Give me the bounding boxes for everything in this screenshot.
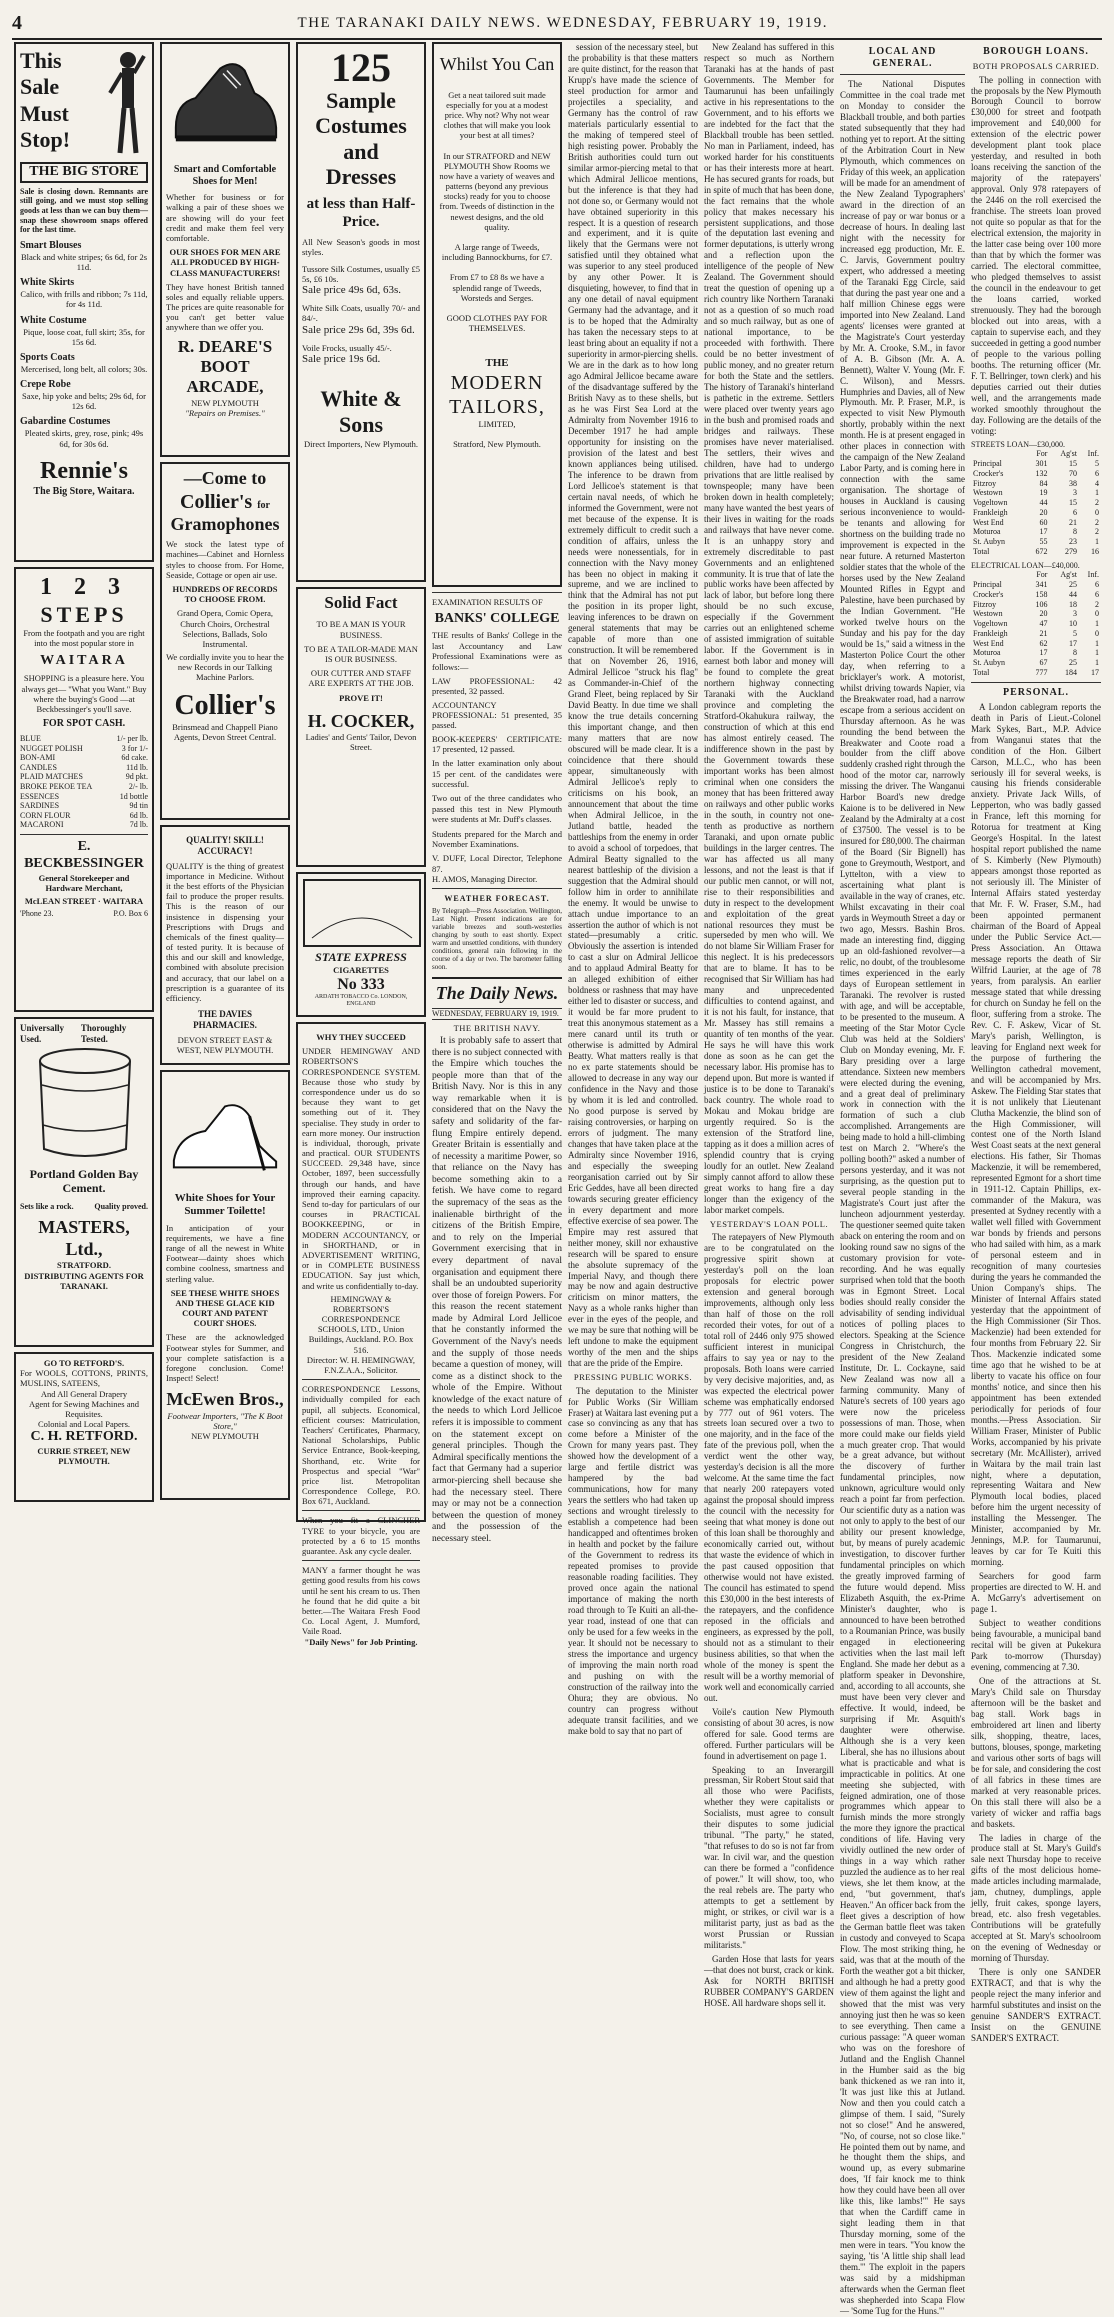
- price-row: BON-AMI 6d cake.: [20, 753, 148, 763]
- price-row: PLAID MATCHES 9d pkt.: [20, 772, 148, 782]
- mcewen-text: In anticipation of your requirements, we have a fine range of all the newest in White Footwear—dainty shoes which combine coolness, smartness and sterling value.: [166, 1222, 284, 1284]
- column-7: [840, 42, 965, 2317]
- table-header: For Ag'st Inf.: [1036, 570, 1099, 580]
- rennie-line3: Must: [20, 100, 69, 126]
- whilst-text: Get a neat tailored suit made especially for you at a modest price. Why not? Why not wear clothes that will make you look your best at all times?: [443, 89, 551, 141]
- retford-papers: Colonial and Local Papers.: [37, 1419, 131, 1430]
- tailors-ltd: LIMITED,: [478, 418, 516, 429]
- rennie-item: Smart Blouses Black and white stripes; 6s 6d, for 2s 11d.: [20, 239, 148, 272]
- collier-footer: Brinsmead and Chappell Piano Agents, Devon Street Central.: [172, 722, 278, 743]
- davies-text: QUALITY is the thing of greatest importance in Medicine. Without it the best efforts of the Physician fail to produce the proper results. This is the reason of our insistence in dispensing your Prescriptions with Drugs and chemicals of the finest quality—of tested purity. It is because of this and our skill and knowledge, combined with absolute precision and accuracy, that our label on a prescription is a guarantee of its efficiency.: [166, 860, 284, 1004]
- editorial: [432, 977, 562, 1546]
- davies-head: QUALITY! SKILL! ACCURACY!: [186, 835, 264, 856]
- collier-for: for: [257, 499, 270, 511]
- mcewen-head: White Shoes for Your Summer Toilette!: [174, 1192, 276, 1218]
- cocker-name: H. COCKER,: [307, 710, 415, 731]
- retford-drapery: And All General Drapery: [40, 1388, 128, 1399]
- borough-loans-sub: BOTH PROPOSALS CARRIED.: [972, 61, 1100, 72]
- public-works-continued: New Zealand has suffered in this respect so much as Northern Taranaki has at the hands of past Governments. The Member for Taumarunui has been unfailingly active in his representations to the Government, and to his efforts we are indebted for the fact that the Blackball trouble has been settled. No man in Parliament, indeed, has worked harder for his constituents or has their interests more at heart. He has secured grants for roads, but in spite of much that has been done, the fact remains that the whole policy that makes necessary his persistent supplications, and those of the deputation last evening and former deputations, is utterly wrong and a reflection upon the intelligence of the people of New Zealand. The Government should treat the question of opening up a rich country like Northern Taranaki not as a question of so much road and so much railway, but as one of national importance, to be proceeded with forthwith. There could be no better investment of public money, and no greater return for both the State and the settlers. The history of Taranaki's hinterland is pathetic in the extreme. Settlers were placed over twenty years ago in the bush and promised roads and bridges and railways. These promises have never materialised. The settlers, their wives and children, have had to undergo privations that are little realised by townspeople; many have been broken down in health completely; many have wanted the best years of their lives in waiting for the roads and railways that have never come. It is an unhappy story and extremely discreditable to past Governments and an enlightened community. It is true that of late the public works have been affected by lack of labor, but before long there should be no such excuse, especially if the Government carries out an enlightened scheme of assisted immigration of suitable labor. If the Government is in earnest both labor and money will be found to complete the great northern highway connecting Taranaki with the Auckland province and completing the Stratford-Okahukura railway, the construction of which at this end has almost entirely ceased. The indifference shown in the past by the Government towards these important works has been almost criminal when one considers the money that has been frittered away on railways and other public works in the south, in country not one-tenth as productive as northern Taranaki, and upon ornate public buildings in the larger centres. The war has affected us all many lessons, and not the least is that if our public men cannot, or will not, rise to their responsibilities and duty in respect to the development and exploitation of the great national resources they must be superseded by men who will. We do not blame Sir William Fraser for this neglect. It is his predecessors that are to blame. It has to be recognised that Sir William has had many and unprecedented difficulties to contend against, and it is not his fault, for instance, that Mr. Massey has still remains a quantity of ten months of the year. He says he will have this work done as soon as he can get the necessary labor. His promise has to depend upon. But more is wanted if justice is to be done to Taranaki's back country. The whole road to Mokau and Mokau bridge are urgently required. So is the extension of the Stratford line, tapping as it does a million acres of splendid country that is crying loudly for an outlet. New Zealand simply cannot afford to allow these great works to hang fire a day longer than the exigency of the labor market compels.: [704, 42, 834, 1215]
- job-printing: "Daily News" for Job Printing.: [304, 1636, 418, 1647]
- beckbessinger-address: McLEAN STREET · WAITARA: [24, 896, 144, 907]
- table-row: Moturoa 17 8 1: [973, 648, 1099, 658]
- whilst-text5: GOOD CLOTHES PAY FOR THEMSELVES.: [446, 312, 548, 334]
- why-text: UNDER HEMINGWAY AND ROBERTSON'S CORRESPONDENCE SYSTEM. Because those who study by correspondence under us do so because they want to get something out of it. They specialise. They study in order to earn more money. Our instruction is individual, thorough, private and practical. OUR STUDENTS SUCCEED. 29,348 have, since October, 1897, been successfully through our hands, and have improved their earning capacity. Send to-day for particulars of our courses in PRACTICAL BOOKKEEPING, or in MODERN ACCOUNTANCY, or in SHORTHAND, or in ADVERTISEMENT WRITING, or in COMPLETE BUSINESS EDUCATION. Say just which, and write us confidentially to-day.: [302, 1046, 420, 1291]
- collier-come: —Come to: [183, 468, 267, 488]
- whilst-head: Whilst You Can: [439, 54, 555, 74]
- table-row: St. Aubyn 55 23 1: [973, 537, 1099, 547]
- cigarette-tin-icon: [302, 878, 422, 948]
- tailors-towns: Stratford, New Plymouth.: [453, 438, 541, 449]
- masters-proved: Quality proved.: [94, 1201, 148, 1211]
- local-general-text: The National Disputes Committee in the coal trade met on Monday to consider the Blackball trouble, and both parties stated subsequently that they had nothing yet to report. At the sitting of the Arbitration Court in New Plymouth, which commences on Friday of this week, an application will be made for an amendment of the New Zealand Typographers' award in the direction of an increase of pay or war bonus or a decrease of hours. In dealing last night with the necessity for increased egg production, Mr. E. C. Jarvis, Government poultry expert, who addressed a meeting of the Taranaki Egg Circle, said that during the past year one and a half million Chinese eggs were imported into New Zealand. Land agents' licenses were granted at the Magistrate's Court yesterday by Mr. A. Crooke, S.M., in favor of A. B. Gibson (Mr. A. A. Bennett), Walter V. Young (Mr. F. C. Wilson), and Messrs. Humphries and Davies, all of New Plymouth. Mr. P. Fraser, M.P., is expected to visit New Plymouth shortly, probably within the next month. He is at present engaged in other places in connection with the campaign of the New Zealand Labor Party, and is coming here in connection with the same organisation. The shortage of houses in Auckland is causing serious inconvenience to would-be tenants and allowing for shortness on the building trade no improvement is expected in the near future. A returned Masterton soldier states that the whole of the horses used by the New Zealand Mounted Rifles in Egypt and Palestine, have been purchased by the Indian Government. "He worked twelve hours on the Sunday and his pay for the day would be 1s," said a witness in the Masterton Police Court the other day, when referring to a bricklayer's work. A motorist, whilst driving towards Napier, via the Breakwater road, had a narrow escape from a serious accident on Thursday afternoon. As he was rounding the bend between the Breakwater and Coote road a boulder from the cliff above suddenly crashed right through the hood of the motor car, narrowly missing the driver. The Wanganui Harbor Board's new dredge Kaione is to be delivered in New Zealand by the Admiralty at a cost of £37500. The vessel is to be insured for £80,000. The chairman of the Board (Sir Bignell) has gone to Greymouth, Westport, and Lyttelton, with a view to ascertaining what plant is available in the way of cranes, etc. Whilst excavating in their coal yards in Weymouth Street a day or two ago, Messrs. Bashin Bros. made an interesting find, digging up an old-fashioned revolver—a relic, no doubt, of the troublesome times experienced in the early days of European settlement in Taranaki. The revolver is rusted with age, and will be acceptable, to be presented to the museum. A meeting of the Star Motor Cycle Club was held at the Soldiers' Club on Monday evening, Mr. F. Bary presiding over a large attendance. Sixteen new members were elected during the evening, and a great deal of preliminary work in connection with the formation of such a club accomplished. Arrangements are being made to hold a hill-climbing test on March 2. "Where's the polling booth?" asked a number of persons yesterday, and it was not surprising, as the question put to several people standing in the Magistrate's Court just after the luncheon adjournment yesterday. The questioner seemed quite taken aback on entering the room and on looking round saw no signs of the customary provision for vote-recording. And he was equally surprised when told that the booth was in Egmont Street. Local bodies should really consider the advisability of sending individual notices of polling places to electors. Speaking at the Science Congress in Christchurch, the president of the New Zealand Institute, Dr. L. Cockayne, said New Zealand was now all a farming community. Many of Nature's secrets of 100 years ago were now the priceless possessions of man. Those, when more could make our fields yield a much greater crop. That would be a great advance, but without the discovery of further fundamental principles, now unknown, agriculture would only reach a point far from perfection. Our scientific duty as a nation was not only to apply to the best of our ability our present knowledge, but, by means of purely academic investigation, to discover further fundamental principles on which the greatly improved farming of the future would depend. Miss Elizabeth Asquith, the ex-Prime Minister's daughter, who is announced to have been betrothed to a Roumanian Prince, was busily engaged in electioneering activities when the last mail left England. She made her debut as a platform speaker in Devonshire, and, according to all accounts, she must have been very clever and effective. It would, indeed, be surprising if Mr. Asquith's daughter were otherwise. Although she is a very keen Liberal, she has no illusions about what is practicable and what is impracticable in politics. At one meeting she subjected, with feigned admiration, one of those programmes which appear to furnish minds the more strongly the more they ignore the practical conditions of life. Having very vividly outlined the new order of things in a way which rather puzzled the audience as to her real views, she let them know, at the end, "but government, that's Heaven." An officer back from the fleet gives a description of how the German battle fleet was taken in custody and conveyed to Scapa Flow. The most striking thing, he said, was that at the mouth of the Forth the weather got a bit thicker, and although he had a pretty good view of them against the light and showed that the mist was very annoying just then he was so keen to see everything. Then came a curious passage: "A queer woman who was on the foreshore of Jutland and the English Channel in the Humber said as the big bank thickened as we ran into it, 'It was just like this at Jutland. Now and then you could catch a glimpse of them. I said, "Surely not so close!" And he answered, "No, of course, not so close like." He pointed them out by name, and he thought them the ships, and wound up, as every submarine does, 'If fair knock me to think how they could have been all over like this, like lambs!'" He says that when the Cardiff came in sight leading them in that Thursday morning, some of the men were in tears. "You know the saying, 'tis 'A little ship shall lead them.'" The exploit in the papers was said by a midshipman afterwards when the German fleet was shepherded into Scapa Flow— 'Some Tug for the Huns.'": [840, 79, 965, 2317]
- white-less: at less than Half-Price.: [306, 196, 416, 231]
- why-text2: CORRESPONDENCE Lessons, individually compiled for each pupil, all subjects. Economical, efficient courses: Matriculation, Teachers' Certificates, Pharmacy, National Scholarships, Public Service Entrance, Book-keeping, Shorthand, etc. Write for Prospectus and special "War" price list. Metropolitan Correspondence College, P.O. Box 671, Auckland.: [302, 1384, 420, 1507]
- cocker-line2: TO BE A TAILOR-MADE MAN IS OUR BUSINESS.: [304, 643, 418, 664]
- borough-loans-text: The polling in connection with the proposals by the New Plymouth Borough Council to borrow £30,000 for street and footpath improvement and £40,000 for extension of the electric power development plant took place yesterday, and resulted in both loans receiving the sanction of the majority of the ratepayers' approval. Only 978 ratepayers of the 2446 on the roll exercised the franchise. The streets loan proved not quite so popular as that for the electrical extension, the majority in the latter case being over 100 more than that by which the former was carried. The electoral committee, who pledged themselves to assist the council in the endeavour to get the loans carried, worked strenuously. They had the borough blocked out into areas, with a captain to supervise each, and they succeeded in getting a good number of people to the various polling booths. The returning officer (Mr. F. T. Bellringer, town clerk) and his deputies carried out their duties well, and the arrangements made worked smoothly throughout the day. Following are the details of the voting:: [971, 74, 1101, 436]
- state-express-ad: [296, 872, 426, 1017]
- farmer-text: MANY a farmer thought he was getting good results from his cows until he sent his cream to us. Then he found that he did quite a bit better.—The Waitara Fresh Food Co. Local Agent, J. Mumford, Vaile Road.: [302, 1565, 420, 1637]
- davies-name: THE DAVIES PHARMACIES.: [193, 1009, 257, 1031]
- rennie-footer: The Big Store, Waitara.: [33, 485, 135, 497]
- white-silk: White Silk Coats, usually 70/- and 84/-.: [302, 303, 420, 324]
- personal-text: A London cablegram reports the death in Paris of Lieut.-Colonel Mark Sykes, Bart., M.P. Advice from Wanganui states that the condition of the Hon. Gilbert Carson, M.L.C., who has been seriously ill for several weeks, is causing his friends considerable anxiety. Private Jack Wills, of Lepperton, who was badly gassed in France, left this morning for Rotorua for treatment at King George's Hospital. In the latest hospital report published the name of S. Kimberly (New Plymouth) appears amongst those reported as not seriously ill. The Minister of Internal Affairs stated yesterday that Mr. F. W. Fraser, S.M., had been appointed permanent chairman of the Board of Appeal under the Public Service Act.—Press Association. An Ottawa message reports the death of Sir Wilfrid Laurier, at the age of 78 years, from paralysis. An earlier message stated that while dressing for church on Sunday he fell on the floor, suffering from a stroke. The Rev. C. F. Askew, Vicar of St. Mary's parish, Wellington, is leaving for England next week for the purpose of furthering the Wellington cathedral movement, and will be accompanied by Mrs. Askew. The Fielding Star states that it is not unlikely that Lieutenant Clutha Mackenzie, the blind son of the High Commissioner, will contest one of the North Island West Coast seats at the next general elections. His father, Sir Thomas Mackenzie, it will be remembered, represented Egmont for a short time in 1911-12. Captain Phillips, ex-commander of the Makura, was presented at Sydney recently with a wallet well filled with Government war bonds by friends and persons who had sailed with him, as a mark of personal esteem and in recognition of many courtesies during the years he commanded the Union Company's ships. The Minister of Internal Affairs stated yesterday that the appointment of the High Commissioner (Sir Thos. Mackenzie) had been extended for four months from February 22. Sir Thos. Mackenzie indicated some time ago that he wished to be at liberty to vacate his office on four months' notice, and since then his appointment has been extended periodically for periods of four months.—Press Association. Sir William Fraser, Minister of Public Works, accompanied by his private secretary (Mr. McAllister), arrived in Waitara by the mail train last night, where a deputation, representing Waitara and New Plymouth local bodies, placed before him the urgent necessity of installing the Messenger. The Minister, accompanied by Mr. Jennings, M.P. for Taumarunui, leaves by car for Te Kuiti this morning.: [971, 701, 1101, 1568]
- loan-poll-text: The ratepayers of New Plymouth are to be congratulated on the progressive spirit shown at yesterday's poll on the loan proposals for electric power extension and general borough improvements, although only less than half of those on the roll recorded their votes, for out of a total roll of 2446 only 975 showed sufficient interest in municipal affairs to say yea or nay to the proposals. Both loans were carried by very decisive majorities, and, as was expected the electrical power scheme was emphatically endorsed by 777 out of 961 voters. The streets loan secured over a two to one majority, and in the face of the fate of the previous poll, when the verdict went the other way, yesterday's decision is all the more welcome. At the same time the fact that nearly 200 ratepayers voted against the proposal should impress the council with the necessity for seeing that what money is done out of this loan shall be thoroughly and economically carried out, without that waste the evidence of which in the past caused opposition that otherwise would not have existed. The council has estimated to spend this £30,000 in the best interests of the ratepayers, and the confidence reposed in the officials and engineers, as expressed by the poll, should not as a stimulant to their business abilities, so that when the whole of the money is spent the result will be a worthy memorial of work well and economically carried out.: [704, 1232, 834, 1703]
- public-works-head: PRESSING PUBLIC WORKS.: [573, 1372, 693, 1383]
- table-row: Fitzroy 106 18 2: [973, 599, 1099, 609]
- steps-text: From the footpath and you are right into the most popular store in: [23, 628, 145, 649]
- masters-ad: [14, 1017, 154, 1347]
- public-works-text: The deputation to the Minister for Public Works (Sir William Fraser) at Waitara last evening put a case so convincing as any that has come before a Minister of the Crown for many years past. They showed how the development of a large and fertile district was hampered by the bad communications, how for many years the settlers who had taken up sections and wrought tirelessly to establish a competence had been handicapped and oftentimes broken in health and pocket by the failure of the Government to redress its repeated promises to provide reasonable roading facilities. They proved once again the national importance of making the north road through to Te Kuiti an all-the-year road, instead of one that can only be used for a few weeks in the year. It should not be necessary to stress the importance and urgency of improving the main north road and pushing on with the construction of the railway into the Ohura; they are obvious. No country can progress without adequate transit facilities, and we make bold to say that no part of: [568, 1385, 698, 1736]
- column-4: [432, 42, 562, 1544]
- collier-list: Grand Opera, Comic Opera, Church Choirs, Orchestral Selections, Ballads, Solo Instrumental.: [176, 608, 274, 649]
- collier-ad: [160, 462, 290, 820]
- borough-loans-head: BOROUGH LOANS.: [983, 46, 1089, 57]
- retford-sewing: Agent for Sewing Machines and Requisites.: [28, 1398, 139, 1419]
- retford-ad: [14, 1352, 154, 1502]
- deare-ad: [160, 42, 290, 457]
- whilst-text2: In our STRATFORD and NEW PLYMOUTH Show Rooms we now have a variety of weaves and patterns (beyond any previous stocks) ready for you to choose from. Tweeds of distinction in the newest designs, and the old quality.: [439, 150, 555, 232]
- exam-text: THE results of Banks' College in the last Accountancy and Law Professional Examinations were as follows:—: [432, 630, 562, 672]
- masters-cement: Portland Golden Bay Cement.: [29, 1166, 139, 1196]
- deare-ours: OUR SHOES FOR MEN ARE ALL PRODUCED BY HIGH-CLASS MANUFACTURERS!: [169, 247, 281, 278]
- table-row: Vogeltown 47 10 1: [973, 619, 1099, 629]
- white-sale1: Sale price 49s 6d, 63s.: [302, 283, 401, 296]
- deare-text: Whether for business or for walking a pair of these shoes we are showing will do your feet credit and make them feel very comfortable.: [166, 192, 284, 243]
- column6-paragraph: Voile's caution New Plymouth consisting of about 30 acres, is now offered for sale. Good terms are offered. Further particulars will be found in advertisement on page 1.: [704, 1706, 834, 1761]
- rennie-item: White Costume Pique, loose coat, full skirt; 35s, for 15s 6d.: [20, 314, 145, 347]
- exam-result3: BOOK-KEEPERS' CERTIFICATE: 17 presented, 12 passed.: [432, 733, 562, 755]
- mcewen-sub: Footwear Importers, "The K Boot Store,": [167, 1410, 283, 1432]
- masthead: [12, 8, 1102, 40]
- rennie-item: Gabardine Costumes Pleated skirts, grey, rose, pink; 49s 6d, for 30s 6d.: [20, 416, 144, 449]
- shoe-icon: [166, 48, 284, 158]
- costume-count: 125: [331, 45, 391, 90]
- table-row: St. Aubyn 67 25 1: [973, 658, 1099, 668]
- collier-records: HUNDREDS OF RECORDS TO CHOOSE FROM.: [172, 583, 278, 605]
- modern-tailors-ad: [432, 42, 562, 587]
- davies-ad: [160, 825, 290, 1065]
- local-general-head: LOCAL AND GENERAL.: [868, 46, 937, 70]
- white-voile: Voile Frocks, usually 45/-.: [302, 342, 392, 353]
- why-director: Director: W. H. HEMINGWAY, F.N.Z.A.A., Solicitor.: [306, 1354, 416, 1375]
- cocker-line3: OUR CUTTER AND STAFF ARE EXPERTS AT THE JOB.: [308, 668, 414, 689]
- why-head: WHY THEY SUCCEED: [316, 1032, 406, 1042]
- white-text: All New Season's goods in most styles.: [302, 237, 420, 258]
- electrical-loan-head: ELECTRICAL LOAN—£40,000.: [971, 560, 1080, 570]
- white-sons-ad: [296, 42, 426, 582]
- whilst-text3: A large range of Tweeds, including Bannockburns, for £7.: [441, 242, 553, 263]
- exam-text3: Two out of the three candidates who passed this test in New Plymouth were students at Mr. Duff's classes.: [432, 793, 562, 825]
- column-6: [704, 42, 834, 2008]
- editorial-text: It is probably safe to assert that there is no subject connected with the Empire which touches the people more than that of the British Navy. Nor is this in any way remarkable when it is considered that on the Navy the safety and solidarity of the far-flung Empire entirely depend. Greater Britain is essentially and of necessity a maritime Power, so that reliance on the Navy has become something akin to a fetish. We have come to regard the supremacy of the seas as the inalienable birthright of the citizens of the British Empire, and to rely on the Imperial Government exercising that in every department of naval organisation and equipment there shall be an undoubted superiority over those of foreign Powers. For this reason the recent statement made by Admiral Lord Jellicoe that he constantly informed the Government of the Navy's needs and the supply of those needs became a question of money, will come as a distinct shock to the whole of the Empire. Without knowledge of the exact nature of the needs to which Lord Jellicoe refers it is impossible to comment on the statement except on general principles. Though the Admiral specifically mentions the fact that Germany had a superior armor-piercing shell because she had the necessary steel. There may or may not be a connection between the question of money and the possession of the necessary steel.: [432, 1035, 562, 1544]
- price-row: CANDLES 11d lb.: [20, 762, 148, 772]
- masters-agents: DISTRIBUTING AGENTS FOR TARANAKI.: [24, 1270, 144, 1291]
- beckbessinger-contacts: 'Phone 23. P.O. Box 6: [20, 909, 148, 919]
- column6-paragraph: Garden Hose that lasts for years—that does not burst, crack or kink. Ask for NORTH BRITISH RUBBER COMPANY'S GARDEN HOSE. All hardware shops sell it.: [704, 1953, 834, 2008]
- exam-text2: In the latter examination only about 15 per cent. of the candidates were successful.: [432, 758, 562, 790]
- tailors-modern: MODERN: [450, 371, 544, 394]
- column6-paragraph: Speaking to an Inverargill pressman, Sir Robert Stout said that all those who were Pacifists, whether they were capitalists or Socialists, must agree to consult their disputes to some judicial tribunal. "The party," he stated, "that refuses to do so is not far from war. In civil war, and the question can there be formed a "confidence of power." It will show, too, who the real rebels are. The party who attempts to get a settlement by might, or strikes, or civil war is a militarist party, just as bad as the worst Prussian or Russian militarists.": [704, 1764, 834, 1951]
- rennie-item: Crepe Robe Saxe, hip yoke and belts; 29s 6d, for 12s 6d.: [20, 379, 146, 412]
- cocker-head: Solid Fact: [324, 593, 398, 612]
- price-row: BROKE PEKOE TEA 2/- lb.: [20, 782, 148, 792]
- exam-amos: H. AMOS, Managing Director.: [432, 873, 538, 884]
- column-8: [971, 42, 1101, 2043]
- tailors-name: TAILORS,: [449, 395, 545, 418]
- white-line1: Sample: [326, 88, 396, 113]
- price-row: NUGGET POLISH 3 for 1/-: [20, 743, 148, 753]
- white-brand: White & Sons: [320, 386, 402, 438]
- table-row: Westown 20 3 0: [973, 609, 1099, 619]
- beckbessinger-sub: General Storekeeper and Hardware Merchant,: [38, 872, 130, 893]
- cocker-prove: PROVE IT!: [339, 692, 383, 703]
- table-row: West End 62 17 1: [973, 638, 1099, 648]
- cocker-sub: Ladies' and Gents' Tailor, Devon Street.: [305, 732, 417, 753]
- loan-poll-head: YESTERDAY'S LOAN POLL.: [709, 1218, 829, 1229]
- masters-tested: Thoroughly Tested.: [80, 1023, 127, 1044]
- weather-text: By Telegraph—Press Association. Wellington, Last Night. Present indications are for variable breezes and south-westerlies changing by south to east shortly. Expect warm and unsettled conditions, with thundery conditions, general rain following in the course of a day or two. The barometer falling soon.: [432, 906, 562, 971]
- masters-sets: Sets like a rock.: [20, 1201, 74, 1211]
- rennie-ad: [14, 42, 154, 562]
- table-row: Frankleigh 20 6 0: [973, 507, 1099, 517]
- collier-text: We stock the latest type of machines—Cabinet and Hornless styles to choose from. For Home, Seaside, Cottage or open air use.: [166, 539, 284, 580]
- rennie-line4: Stop!: [20, 127, 71, 153]
- column-3: [296, 42, 426, 1647]
- retford-head: GO TO RETFORD'S.: [43, 1358, 125, 1368]
- rennie-brand: Rennie's: [39, 457, 128, 484]
- exam-result1: LAW PROFESSIONAL: 42 presented, 32 passed.: [432, 675, 562, 697]
- express-name: STATE EXPRESS: [315, 950, 407, 965]
- streets-loan-table: [971, 449, 1101, 556]
- weather-head: WEATHER FORECAST.: [444, 894, 550, 904]
- white-shoe-icon: [166, 1076, 284, 1186]
- deare-text2: They have honest British tanned soles and equally reliable uppers. The prices are quite reasonable for you can't get better value anywhere than we offer you.: [166, 281, 284, 333]
- banks-college-ad: [432, 592, 562, 889]
- cement-barrel-icon: [20, 1045, 150, 1165]
- column-5: [568, 42, 698, 1736]
- cocker-line1: TO BE A MAN IS YOUR BUSINESS.: [316, 619, 406, 640]
- deare-name: R. DEARE'S BOOT ARCADE,: [177, 336, 273, 397]
- white-line4: Dresses: [325, 163, 397, 189]
- column8-paragraph: Searchers for good farm properties are directed to W. H. and A. McGarry's advertisement on page 1.: [971, 1571, 1101, 1615]
- white-sale2: Sale price 29s 6d, 39s 6d.: [302, 323, 415, 336]
- column8-paragraph: Subject to weather conditions being favourable, a municipal band recital will be given at Pukekura Park to-morrow (Thursday) evening, commencing at 7.30.: [971, 1618, 1101, 1672]
- steps-shop: SHOPPING is a pleasure here. You always get— "What you Want." Buy where the buying's Good —at Beckbessinger's you'll save.: [21, 673, 147, 714]
- beckbessinger-ad: [14, 567, 154, 1012]
- column8-paragraph: One of the attractions at St. Mary's Child sale on Thursday afternoon will be the basket and bag stall. Work bags in embroidered art linen and liberty silk, shopping, theatre, laces, buttons, blouses, sponge, marketing and various other sorts of bags will be for sale, and considering the cost of all fabrics in these times are marked at very reasonable prices. On this stall there will also be a variety of wicker and raffia bags and baskets.: [971, 1675, 1101, 1829]
- hemingway-ad: [296, 1022, 426, 1647]
- why-address: HEMINGWAY & ROBERTSON'S CORRESPONDENCE SCHOOLS, LTD., Union Buildings, Auckland. P.O. Box 516.: [308, 1293, 414, 1355]
- table-row: Westown 19 3 1: [973, 488, 1099, 498]
- table-row: West End 60 21 2: [973, 517, 1099, 527]
- table-row: Total 777 184 17: [973, 667, 1099, 677]
- mcewen-see: SEE THESE WHITE SHOES AND THESE GLACE KID COURT AND PATENT COURT SHOES.: [170, 1287, 280, 1329]
- table-row: Crocker's 158 44 6: [973, 589, 1099, 599]
- white-tussore: Tussore Silk Costumes, usually £5 5s, £6 10s.: [302, 263, 420, 284]
- mcewen-text2: These are the acknowledged Footwear styles for Summer, and your complete satisfaction is a foregone conclusion. Come! Inspect! Select!: [166, 1332, 284, 1384]
- white-line2: Costumes: [315, 113, 407, 139]
- table-row: Moturoa 17 8 2: [973, 527, 1099, 537]
- white-line3: and: [343, 138, 379, 164]
- streets-loan-head: STREETS LOAN—£30,000.: [971, 439, 1065, 449]
- table-row: Crocker's 132 70 6: [973, 468, 1099, 478]
- masthead-title: THE TARANAKI DAILY NEWS. WEDNESDAY, FEBRUARY 19, 1919.: [297, 14, 828, 31]
- whilst-text4: From £7 to £8 8s we have a splendid range of Tweeds, Worsteds and Serges.: [449, 272, 545, 303]
- page-number: 4: [12, 11, 24, 34]
- rennie-line1: This: [20, 48, 62, 73]
- price-row: BLUE 1/- per lb.: [20, 734, 148, 744]
- deare-town: NEW PLYMOUTH: [191, 397, 259, 408]
- exam-text4: Students prepared for the March and November Examinations.: [432, 828, 562, 849]
- white-footer: Direct Importers, New Plymouth.: [303, 438, 419, 449]
- exam-head: EXAMINATION RESULTS OF: [432, 597, 543, 607]
- masters-used: Universally Used.: [20, 1023, 64, 1044]
- davies-address: DEVON STREET EAST & WEST, NEW PLYMOUTH.: [176, 1034, 274, 1055]
- price-row: SARDINES 9d tin: [20, 801, 148, 811]
- mcewen-name: McEwen Bros.,: [166, 1389, 284, 1410]
- table-row: Principal 301 15 5: [973, 459, 1099, 469]
- collier-name: Collier's: [180, 490, 253, 513]
- collier-invite: We cordially invite you to hear the new Records in our Talking Machine Parlors.: [166, 652, 284, 683]
- collier-logo: Collier's: [174, 689, 276, 721]
- man-figure-icon: [108, 48, 148, 158]
- exam-duff: V. DUFF, Local Director, Telephone 87.: [432, 853, 562, 874]
- express-type: CIGARETTES: [333, 964, 389, 975]
- collier-gramophones: Gramophones: [170, 513, 280, 534]
- price-row: ESSENCES 1d bottle: [20, 791, 148, 801]
- cocker-ad: [296, 587, 426, 867]
- column8-paragraph: The ladies in charge of the produce stall at St. Mary's Guild's sale next Thursday hope to receive gifts of the most delicious home-made articles including marmalade, jam, chutney, dumplings, apple jelly, fruit cakes, sponge layers, bread, etc. also fresh vegetables. Contributions will be gratefully accepted at St. Mary's schoolroom on the evening of Wednesday or morning of Thursday.: [971, 1832, 1101, 1964]
- price-list: [20, 734, 148, 830]
- table-row: Principal 341 25 6: [973, 580, 1099, 590]
- steps-numbers: 1 2 3: [40, 574, 128, 600]
- editorial-head: THE BRITISH NAVY.: [453, 1022, 541, 1033]
- clincher-text: When you fit a CLINCHER TYRE to your bicycle, you are protected by a 6 to 15 months guarantee. Ask any cycle dealer.: [302, 1515, 420, 1556]
- table-header: For Ag'st Inf.: [1036, 449, 1099, 459]
- rennie-item: Sports Coats Mercerised, long belt, all colors; 30s.: [20, 351, 148, 374]
- deare-repairs: "Repairs on Premises.": [185, 407, 265, 418]
- price-row: MACARONI 7d lb.: [20, 820, 148, 830]
- masters-name: MASTERS, Ltd.,: [38, 1217, 130, 1259]
- tailors-the: THE: [485, 357, 509, 370]
- paper-date: WEDNESDAY, FEBRUARY 19, 1919.: [432, 1008, 562, 1020]
- rennie-intro: Sale is closing down. Remnants are still going, and we must stop selling goods at less than we can buy them—snap these showroom snaps offered for the last time.: [20, 186, 148, 235]
- price-row: CORN FLOUR 6d lb.: [20, 810, 148, 820]
- mcewen-town: NEW PLYMOUTH: [191, 1431, 259, 1442]
- steps-town: WAITARA: [40, 652, 128, 668]
- beckbessinger-name: E. BECKBESSINGER: [24, 839, 144, 871]
- column-1: [14, 42, 154, 1522]
- weather-forecast: [432, 894, 562, 971]
- retford-name: C. H. RETFORD.: [30, 1429, 138, 1445]
- table-row: Vogeltown 44 15 2: [973, 498, 1099, 508]
- retford-list: For WOOLS, COTTONS, PRINTS, MUSLINS, SATEENS,: [20, 1368, 148, 1389]
- personal-head: PERSONAL.: [1003, 686, 1069, 698]
- table-row: Fitzroy 84 38 4: [973, 478, 1099, 488]
- express-number: No 333: [337, 975, 385, 993]
- rennie-line2: Sale: [20, 74, 60, 100]
- deare-head: Smart and Comfortable Shoes for Men!: [173, 164, 277, 188]
- big-store-logo: THE BIG STORE: [20, 162, 148, 183]
- express-ardath: ARDATH TOBACCO Co. LONDON, ENGLAND: [314, 993, 408, 1008]
- steps-title: STEPS: [40, 601, 128, 627]
- paper-name: The Daily News.: [435, 982, 559, 1003]
- column8-paragraph: There is only one SANDER EXTRACT, and that is why the people reject the many inferior and harmful substitutes and insist on the genuine SANDER'S EXTRACT. Insist on the GENUINE SANDER'S EXTRACT.: [971, 1967, 1101, 2043]
- white-sale3: Sale price 19s 6d.: [302, 352, 381, 365]
- mcewen-ad: [160, 1070, 290, 1500]
- table-row: Frankleigh 21 5 0: [973, 628, 1099, 638]
- rennie-item: White Skirts Calico, with frills and ribbon; 7s 11d, for 4s 11d.: [20, 277, 148, 310]
- electrical-loan-table: [971, 570, 1101, 677]
- editorial-continued: session of the necessary steel, but the probability is that these matters are quite distinct, for the reason that Krupp's have made the science of steel production for armor and projectiles a speciality, and Germany has the control of raw materials particularly essential to the making of tempered steel of high resisting power. Probably the British authorities could turn out similar armor-piercing metal to that which Admiral Jellicoe mentions, but the inference is that they had not done so, or Germany would not have obtained superiority in this respect. It is a question of research and experiment, and it is quite likely that the Germans were not satisfied until they obtained what was superior to any steel produced by any other Power. It is disquieting, however, to find that in any one detail of naval equipment Germany had the advantage, and it is to be hoped that the Admiralty has taken the necessary steps to at least bring about an equality if not a superiority in armor-piercing shells. We are in the dark as to how long ago Admiral Jellicoe became aware of the disadvantage suffered by the British Navy as to these shells, but as he was First Sea Lord at the Admiralty from November 1916 to December 1917 he had ample opportunity for insisting on the provision of the latest and best known appliances being utilised. The inference to be drawn from Lord Jellicoe's statement is that certain naval needs, of which he informed the Government, were not met because of the expense. It is extremely difficult to credit such a condition of affairs, unless the needs were nonessentials, for in connection with the Navy money has been no object in making it supreme, and we are inclined to think that the Admiral has not put the position in its proper light, leaving inferences to be drawn on general statements that may be capable of more than one construction. It will be remembered that on November 26, 1916, Admiral Jellicoe "struck his flag" as Commander-in-Chief of the Grand Fleet, being replaced by Sir David Beatty. In due time we shall know the true details concerning this important change, and then many matters that are now obscured will be made clear. It is a coincidence that there should appear, simultaneously with Admiral Jellicoe's reply to criticisms on his book, an announcement that about the time when Admiral Jellicoe, in the Jutland battle, headed the battleships from the enemy in order to avoid a school of torpedoes, that Admiral Beatty signalled to the nearest battleship of the division a suggestion that the Admiral should follow him in order to annihilate the enemy. It would be unwise to attach undue importance to an assertion the author of which is not stated—presumably a critic. Obviously the assertion is intended to cast a slur on Admiral Jellicoe and to applaud Admiral Beatty for an alleged exhibition of either boldness or rashness that may have either led to disaster or success, and it would be far more prudent to treat this anonymous statement as a mere canard until its truth or otherwise is admitted by Admiral Beatty. What matters really is that no ex parte statements should be allowed to decrease in any way our confidence in the Navy and those by whom it is led and controlled. No good purpose is served by raising controversies, or harping on errors of judgment. The many changes that have taken place at the Admiralty since November 1916, and especially the sweeping reorganisation carried out by Sir Eric Geddes, have all been directed towards securing greater efficiency in every department and more effective exercise of sea power. The Empire may rest assured that neither money, skill nor exhaustive research will be spared to ensure the absolute supremacy of the Imperial Navy, and though there may be now and again destructive criticism on minor matters, the Navy as a whole ranks higher than ever in the eyes of the people, and we may be sure that nothing will be left undone to make the equipment worthy of the men and the ships that are the pride of the Empire.: [568, 42, 698, 1369]
- table-row: Total 672 279 16: [973, 546, 1099, 556]
- column-2: [160, 42, 290, 1522]
- exam-name: BANKS' COLLEGE: [434, 611, 560, 627]
- exam-result2: ACCOUNTANCY PROFESSIONAL: 51 presented, 35 passed.: [432, 699, 562, 731]
- masters-town: STRATFORD.: [57, 1260, 111, 1271]
- spot-cash: FOR SPOT CASH.: [42, 718, 126, 730]
- retford-address: CURRIE STREET, NEW PLYMOUTH.: [37, 1446, 131, 1467]
